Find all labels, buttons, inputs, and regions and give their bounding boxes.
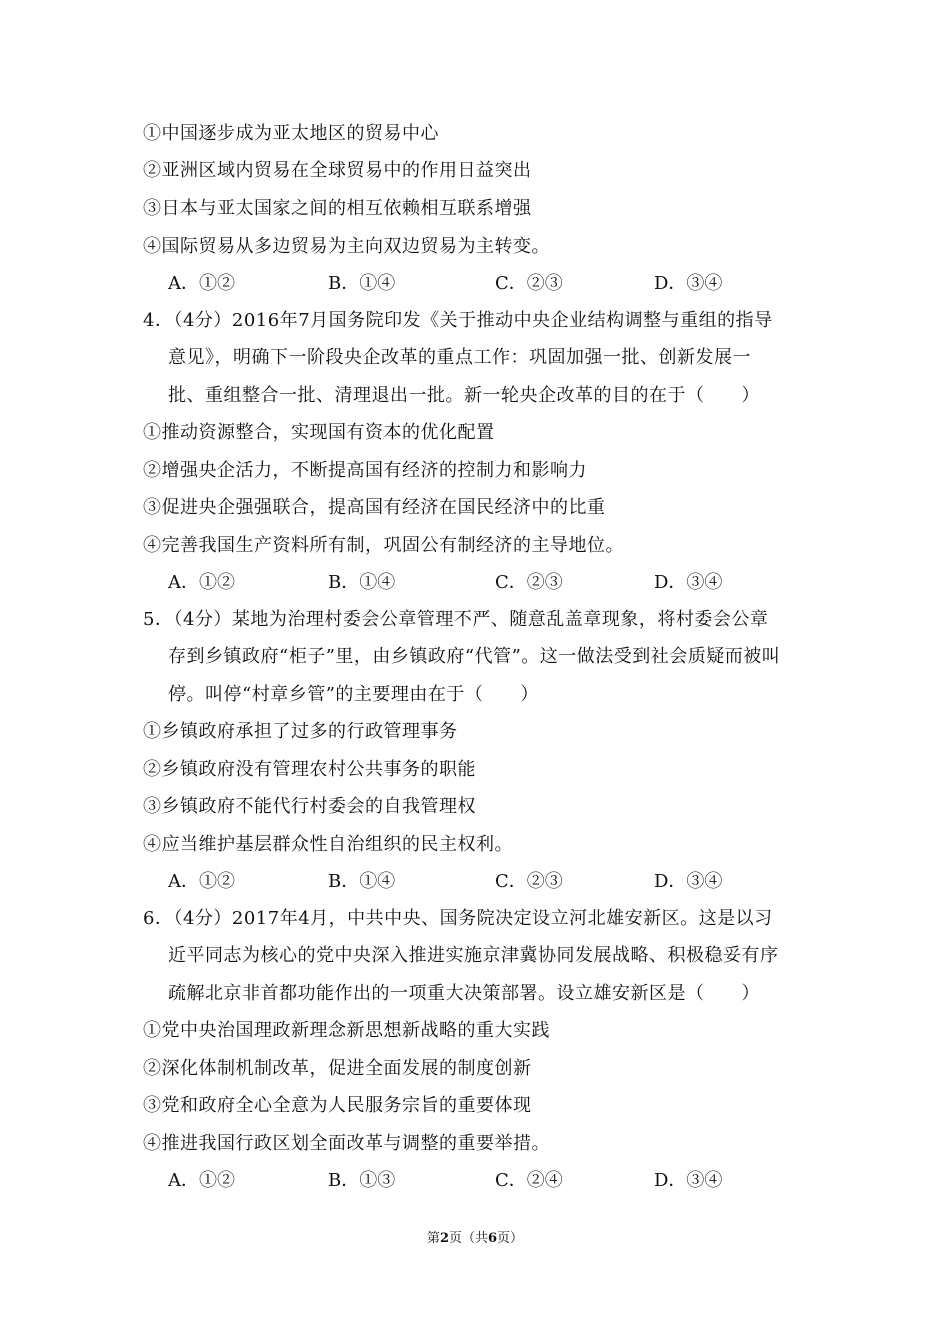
q5-option-2: ②乡镇政府没有管理农村公共事务的职能 bbox=[143, 759, 476, 780]
current-page-number: 2 bbox=[439, 1231, 449, 1246]
q4-stem-line-3: 批、重组整合一批、清理退出一批。新一轮央企改革的目的在于（ ） bbox=[168, 385, 760, 406]
q4-stem-line-2: 意见》，明确下一阶段央企改革的重点工作：巩固加强一批、创新发展一 bbox=[168, 347, 751, 368]
q4-option-1: ①推动资源整合，实现国有资本的优化配置 bbox=[143, 422, 495, 443]
choice-a: A．①② bbox=[168, 871, 235, 892]
q5-option-1: ①乡镇政府承担了过多的行政管理事务 bbox=[143, 721, 458, 742]
choice-d: D．③④ bbox=[654, 1170, 723, 1191]
q4-option-3: ③促进央企强强联合，提高国有经济在国民经济中的比重 bbox=[143, 497, 606, 518]
q3-option-4: ④国际贸易从多边贸易为主向双边贸易为主转变。 bbox=[143, 236, 550, 257]
footer-suffix: 页） bbox=[497, 1231, 524, 1246]
q4-option-2: ②增强央企活力，不断提高国有经济的控制力和影响力 bbox=[143, 460, 587, 481]
q5-stem-line-2: 存到乡镇政府“柜子”里，由乡镇政府“代管”。这一做法受到社会质疑而被叫 bbox=[168, 646, 781, 667]
q6-stem-line-1: 6．（4分）2017年4月，中共中央、国务院决定设立河北雄安新区。这是以习 bbox=[143, 908, 773, 929]
choice-c: C．②③ bbox=[495, 572, 563, 593]
q5-option-3: ③乡镇政府不能代行村委会的自我管理权 bbox=[143, 796, 476, 817]
q5-stem-line-3: 停。叫停“村章乡管”的主要理由在于（ ） bbox=[168, 684, 539, 705]
q6-option-1: ①党中央治国理政新理念新思想新战略的重大实践 bbox=[143, 1020, 550, 1041]
choice-b: B．①④ bbox=[328, 273, 396, 294]
choice-d: D．③④ bbox=[654, 871, 723, 892]
q5-stem-line-1: 5．（4分）某地为治理村委会公章管理不严、随意乱盖章现象，将村委会公章 bbox=[143, 609, 769, 630]
q6-stem-line-2: 近平同志为核心的党中央深入推进实施京津冀协同发展战略、积极稳妥有序 bbox=[168, 945, 779, 966]
choice-c: C．②③ bbox=[495, 273, 563, 294]
choice-a: A．①② bbox=[168, 1170, 235, 1191]
choice-a: A．①② bbox=[168, 572, 235, 593]
q6-stem-line-3: 疏解北京非首都功能作出的一项重大决策部署。设立雄安新区是（ ） bbox=[168, 983, 760, 1004]
total-page-number: 6 bbox=[488, 1231, 498, 1246]
q6-option-3: ③党和政府全心全意为人民服务宗旨的重要体现 bbox=[143, 1095, 532, 1116]
q5-option-4: ④应当维护基层群众性自治组织的民主权利。 bbox=[143, 834, 513, 855]
choice-a: A．①② bbox=[168, 273, 235, 294]
q6-option-4: ④推进我国行政区划全面改革与调整的重要举措。 bbox=[143, 1133, 550, 1154]
choice-d: D．③④ bbox=[654, 572, 723, 593]
choice-b: B．①③ bbox=[328, 1170, 396, 1191]
choice-c: C．②④ bbox=[495, 1170, 563, 1191]
q4-option-4: ④完善我国生产资料所有制，巩固公有制经济的主导地位。 bbox=[143, 535, 624, 556]
q3-option-1: ①中国逐步成为亚太地区的贸易中心 bbox=[143, 123, 439, 144]
q3-option-3: ③日本与亚太国家之间的相互依赖相互联系增强 bbox=[143, 198, 532, 219]
q4-stem-line-1: 4．（4分）2016年7月国务院印发《关于推动中央企业结构调整与重组的指导 bbox=[143, 310, 773, 331]
q6-option-2: ②深化体制机制改革，促进全面发展的制度创新 bbox=[143, 1058, 532, 1079]
footer-middle: 页（共 bbox=[448, 1231, 488, 1246]
choice-b: B．①④ bbox=[328, 572, 396, 593]
choice-d: D．③④ bbox=[654, 273, 723, 294]
q3-option-2: ②亚洲区域内贸易在全球贸易中的作用日益突出 bbox=[143, 160, 532, 181]
page-footer bbox=[0, 1230, 950, 1248]
choice-b: B．①④ bbox=[328, 871, 396, 892]
choice-c: C．②③ bbox=[495, 871, 563, 892]
footer-prefix: 第 bbox=[426, 1231, 440, 1246]
